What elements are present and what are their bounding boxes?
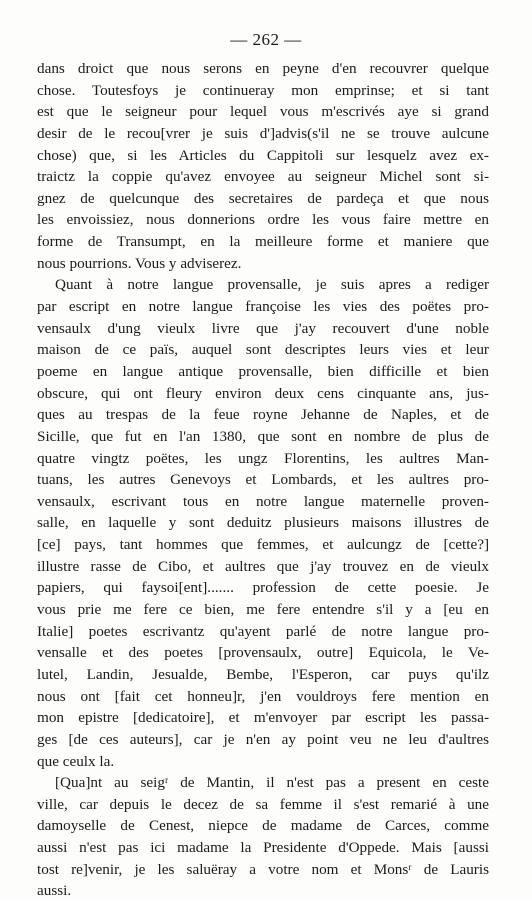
- text-line: maison de ce païs, auquel sont descriptes leurs vies et leur: [37, 341, 489, 359]
- text-line: desir de le recou[vrer je suis d']advis(s'il ne se trouve aulcune: [37, 124, 489, 142]
- text-line: tost re]venir, je les saluëray a votre nom et Monsʳ de Lauris: [37, 860, 489, 878]
- text-line: traictz la coppie qu'avez envoyee au seigneur Michel sont si-: [37, 168, 489, 186]
- text-line: papiers, qui faysoi[ent]....... profession de cette poesie. Je: [37, 579, 489, 597]
- text-line: vensaulx d'ung vieulx livre que j'ay recouvert d'une noble: [37, 319, 489, 337]
- text-line: Quant à notre langue provensalle, je suis apres a rediger: [55, 276, 489, 294]
- text-line: tuans, les autres Genevoys et Lombards, et les aultres pro-: [37, 471, 489, 489]
- text-line: ville, car depuis le decez de sa femme il s'est remarié à une: [37, 795, 489, 813]
- text-line: les envoissiez, nous donnerions ordre les vous faire mettre en: [37, 211, 489, 229]
- text-line: obscure, qui ont fleury environ deux cens cinquante ans, jus-: [37, 384, 489, 402]
- paragraph: [37, 274, 489, 772]
- page-number: — 262 —: [230, 30, 302, 49]
- text-line: lutel, Landin, Jesualde, Bembe, l'Esperon, car puys qu'ilz: [37, 665, 489, 683]
- text-line: vous prie me fere ce bien, me fere entendre s'il y a [eu en: [37, 601, 489, 619]
- text-line: nous pourrions. Vous y adviserez.: [37, 254, 242, 272]
- text-line: aussi.: [37, 882, 72, 900]
- text-line: dans droict que nous serons en peyne d'en recouvrer quelque: [37, 60, 489, 77]
- text-line: poeme en langue antique provensalle, bien difficille et bien: [37, 362, 489, 380]
- body-text: [37, 58, 489, 902]
- text-line: vensalle et des poetes [provensaulx, outre] Equicola, le Ve-: [37, 644, 489, 662]
- text-line: chose. Toutesfoys je continueray mon emprinse; et si tant: [37, 81, 489, 99]
- text-line: salle, en laquelle y sont deduitz plusieurs maisons illustres de: [37, 514, 489, 532]
- text-line: illustre rasse de Cibo, et aultres que j'ay trouvez en de vieulx: [37, 557, 489, 575]
- paragraph: [37, 772, 489, 902]
- text-line: Italie] poetes escrivantz qu'ayent parlé de notre langue pro-: [37, 622, 489, 640]
- text-line: aussi n'est pas ici madame la Presidente d'Oppede. Mais [aussi: [37, 839, 489, 857]
- text-line: quatre vingtz poëtes, les ungz Florentins, les aultres Man-: [37, 449, 489, 467]
- text-line: gnez de quelcunque des secretaires de pardeça et que nous: [37, 189, 489, 207]
- text-line: par escript en notre langue françoise les vies des poëtes pro-: [37, 298, 489, 316]
- text-line: ques au trespas de la feue royne Jehanne de Naples, et de: [37, 406, 489, 424]
- text-line: mon epistre [dedicatoire], et m'envoyer par escript les passa-: [37, 709, 489, 727]
- text-line: [ce] pays, tant hommes que femmes, et aulcungz de [cette?]: [37, 536, 489, 554]
- text-line: est que le seigneur pour lequel vous m'escrivés aye si grand: [37, 103, 489, 121]
- text-line: [Qua]nt au seigʳ de Mantin, il n'est pas a present en ceste: [55, 774, 489, 792]
- paragraph: [37, 58, 489, 274]
- text-line: ges [de ces auteurs], car je n'en ay point veu ne leu d'aultres: [37, 730, 489, 748]
- text-line: nous ont [fait cet honneu]r, j'en vouldroys fere mention en: [37, 687, 489, 705]
- text-line: que ceulx la.: [37, 752, 115, 770]
- text-line: chose) que, si les Articles du Cappitoli sur lesquelz avez ex-: [37, 146, 489, 164]
- text-line: vensaulx, escrivant tous en notre langue maternelle proven-: [37, 492, 489, 510]
- text-line: damoyselle de Cenest, niepce de madame de Carces, comme: [37, 817, 489, 835]
- text-line: forme de Transumpt, en la meilleure forme et maniere que: [37, 233, 489, 251]
- text-line: Sicille, que fut en l'an 1380, que sont en nombre de plus de: [37, 427, 489, 445]
